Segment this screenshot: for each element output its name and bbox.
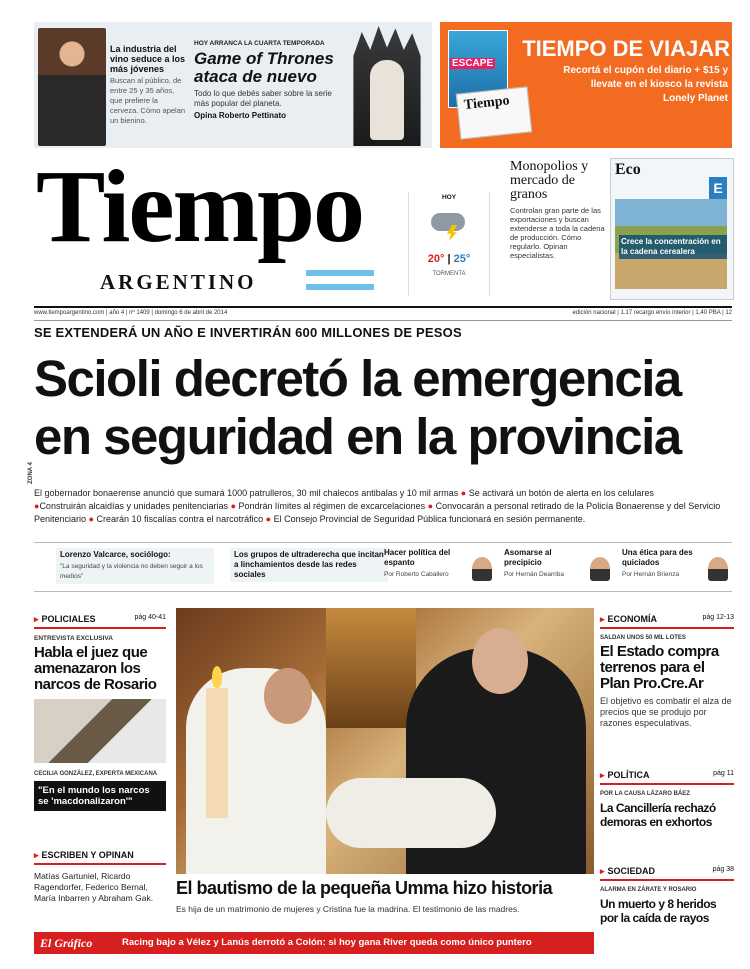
- monopolios-tease[interactable]: [510, 160, 607, 260]
- el-grafico-bar[interactable]: [34, 932, 594, 954]
- politica-header[interactable]: ▸ POLÍTICA pág 11: [600, 770, 734, 785]
- mini-newspaper-label: Tiempo: [463, 93, 511, 114]
- opinion-header[interactable]: ▸ ESCRIBEN Y OPINAN: [34, 850, 166, 865]
- photo-caption-title[interactable]: El bautismo de la pequeña Umma hizo historia: [176, 878, 553, 898]
- baptism-photo[interactable]: [176, 608, 594, 874]
- magazine-label: ESCAPE: [452, 58, 494, 69]
- section-arrow-icon: ▸: [34, 614, 39, 624]
- teaser-item[interactable]: Lorenzo Valcarce, sociólogo: "La seguridad y la violencia no deben seguir a los medios": [56, 548, 214, 584]
- main-headline[interactable]: Scioli decretó la emergencia en seguridad en la provincia: [34, 350, 681, 465]
- got-kicker: HOY ARRANCA LA CUARTA TEMPORADA: [194, 40, 325, 47]
- got-text: Todo lo que debés saber sobre la serie más popular del planeta.: [194, 89, 332, 108]
- monopolios-text: Controlan gran parte de las exportaciones y buscan extenderse a toda la cadena de producción. Cómo regularlo. Opinan especialistas.: [510, 206, 605, 260]
- columnist-avatar: [708, 557, 728, 581]
- policiales-headline[interactable]: Habla el juez que amenazaron los narcos de Rosario: [34, 644, 157, 693]
- eco-logo: Eco: [615, 161, 641, 178]
- sociedad-kicker: ALARMA EN ZÁRATE Y ROSARIO: [600, 887, 697, 893]
- lead-item: Se activará un botón de alerta en los celulares: [468, 488, 654, 498]
- weather-label: HOY: [441, 194, 457, 201]
- throne-figure-image: [370, 60, 404, 140]
- got-title: Game of Thrones ataca de nuevo: [194, 49, 334, 86]
- weather-high: 25°: [453, 253, 471, 265]
- eco-caption: Crece la concentración en la cadena cerealera: [619, 235, 727, 259]
- teaser-bar: [34, 542, 732, 592]
- lead-item: Convocarán a personal retirado de la Policía Bonaerense y del Servicio Penitenciario: [34, 501, 721, 524]
- storm-icon: [429, 209, 469, 239]
- politica-headline[interactable]: La Cancillería rechazó demoras en exhortos: [600, 801, 716, 829]
- section-arrow-icon: ▸: [600, 614, 605, 624]
- economia-section: [600, 614, 734, 729]
- columnist-avatar: [590, 557, 610, 581]
- sociedad-header[interactable]: ▸ SOCIEDAD pág 38: [600, 866, 734, 881]
- edition-info-line: [34, 306, 732, 321]
- wine-tease[interactable]: [110, 44, 188, 126]
- lead-item: El Consejo Provincial de Seguridad Pública funcionará en sesión permanente.: [273, 514, 586, 524]
- flag-stripes-icon: [306, 270, 374, 290]
- main-kicker: SE EXTENDERÁ UN AÑO E INVERTIRÁN 600 MILLONES DE PESOS: [34, 325, 462, 340]
- travel-title: TIEMPO DE VIAJAR: [522, 36, 730, 61]
- eco-supplement[interactable]: [610, 158, 734, 300]
- mini-newspaper-image: [456, 86, 532, 139]
- section-arrow-icon: ▸: [600, 770, 605, 780]
- lead-item: Pondrán límites al régimen de excarcelaciones: [238, 501, 426, 511]
- teaser-item[interactable]: Los grupos de ultraderecha que incitan a linchamientos desde las redes sociales: [230, 548, 388, 582]
- sociedad-section: [600, 866, 734, 925]
- economia-header[interactable]: ▸ ECONOMÍA pág 12-13: [600, 614, 734, 629]
- masthead-subtitle: ARGENTINO: [100, 270, 257, 294]
- columnist-names: Matías Gartuniel, Ricardo Ragendorfer, Federico Bernal, María Inbarren y Abraham Gak.: [34, 871, 154, 903]
- weather-low: 20°: [427, 253, 445, 265]
- economia-headline[interactable]: El Estado compra terrenos para el Plan Pro.Cre.Ar: [600, 643, 719, 692]
- columnist-avatar: [472, 557, 492, 581]
- sociedad-headline[interactable]: Un muerto y 8 heridos por la caída de rayos: [600, 897, 717, 925]
- teaser-item[interactable]: Una ética para des quiciados Por Hernán Brienza: [622, 548, 693, 578]
- main-lead: El gobernador bonaerense anunció que sumará 1000 patrulleros, 30 mil chalecos antibalas y 10 mil armas ● Se activará un botón de alerta en los celulares ●Construirán alcaidías y unidades penitenciarias ● Pondrán límites al régimen de excarcelaciones ● Convocarán a personal retirado de la Policía Bonaerense y del Servicio Penitenciario ● Crearán 10 fiscalías contra el narcotráfico ● El Consejo Provincial de Seguridad Pública funcionará en sesión permanente.: [34, 488, 721, 524]
- lead-item: Construirán alcaidías y unidades penitenciarias: [39, 501, 229, 511]
- weather-condition: TORMENTA: [432, 271, 466, 277]
- eco-badge: E: [709, 177, 727, 199]
- politica-kicker: POR LA CAUSA LÁZARO BÁEZ: [600, 791, 690, 797]
- lead-item: El gobernador bonaerense anunció que sumará 1000 patrulleros, 30 mil chalecos antibalas y 10 mil armas: [34, 488, 459, 498]
- section-arrow-icon: ▸: [34, 850, 39, 860]
- wine-tease-text: Buscan al público, de entre 25 y 35 años, que prefiere la cerveza. Cómo apelan un bienino.: [110, 76, 186, 125]
- weather-box: HOY 20° | 25° TORMENTA: [408, 192, 490, 296]
- got-tease[interactable]: [194, 40, 344, 120]
- zone-label: ZONA 4: [27, 462, 34, 484]
- edition-info-left: www.tiempoargentino.com | año 4 | nº 1409 | domingo 6 de abril de 2014: [34, 310, 228, 316]
- judge-photo: [34, 699, 166, 763]
- narcos-quote[interactable]: "En el mundo los narcos se 'macdonalizaron'": [34, 781, 166, 811]
- el-grafico-headline: Racing bajo a Vélez y Lanús derrotó a Colón: si hoy gana River queda como único puntero: [122, 937, 532, 948]
- travel-text: Recortá el cupón del diario + $15 y llevate en el kiosco la revista Lonely Planet: [563, 65, 728, 104]
- teaser-item[interactable]: Asomarse al precipicio Por Hernán Dearriba: [504, 548, 564, 578]
- got-author: Opina Roberto Pettinato: [194, 111, 286, 120]
- photo-caption-text: Es hija de un matrimonio de mujeres y Cristina fue la madrina. El testimonio de las madres.: [176, 904, 520, 914]
- lead-item: Crearán 10 fiscalías contra el narcotráfico: [96, 514, 264, 524]
- economia-kicker: SALDAN UNOS 50 MIL LOTES: [600, 635, 686, 641]
- wine-tease-photo: [38, 28, 106, 146]
- quote-source: CECILIA GONZÁLEZ, EXPERTA MEXICANA: [34, 771, 158, 777]
- policiales-section: [34, 614, 166, 811]
- policiales-kicker: ENTREVISTA EXCLUSIVA: [34, 635, 113, 642]
- economia-text: El objetivo es combatir el alza de precios que se produjo por razones especulativas.: [600, 696, 732, 728]
- opinion-section: [34, 850, 166, 904]
- monopolios-title: Monopolios y mercado de granos: [510, 159, 589, 202]
- politica-section: [600, 770, 734, 829]
- edition-info-right: edición nacional | 1.17 recargo envío interior | 1,40 PBA | 12: [572, 310, 732, 316]
- policiales-header[interactable]: ▸ POLICIALES pág 40-41: [34, 614, 166, 629]
- wine-tease-title: La industria del vino seduce a los más jóvenes: [110, 44, 186, 74]
- teaser-item[interactable]: Hacer política del espanto Por Roberto Caballero: [384, 548, 451, 578]
- el-grafico-logo: El Gráfico: [40, 936, 93, 950]
- section-arrow-icon: ▸: [600, 866, 605, 876]
- masthead-title[interactable]: Tiempo: [36, 149, 364, 264]
